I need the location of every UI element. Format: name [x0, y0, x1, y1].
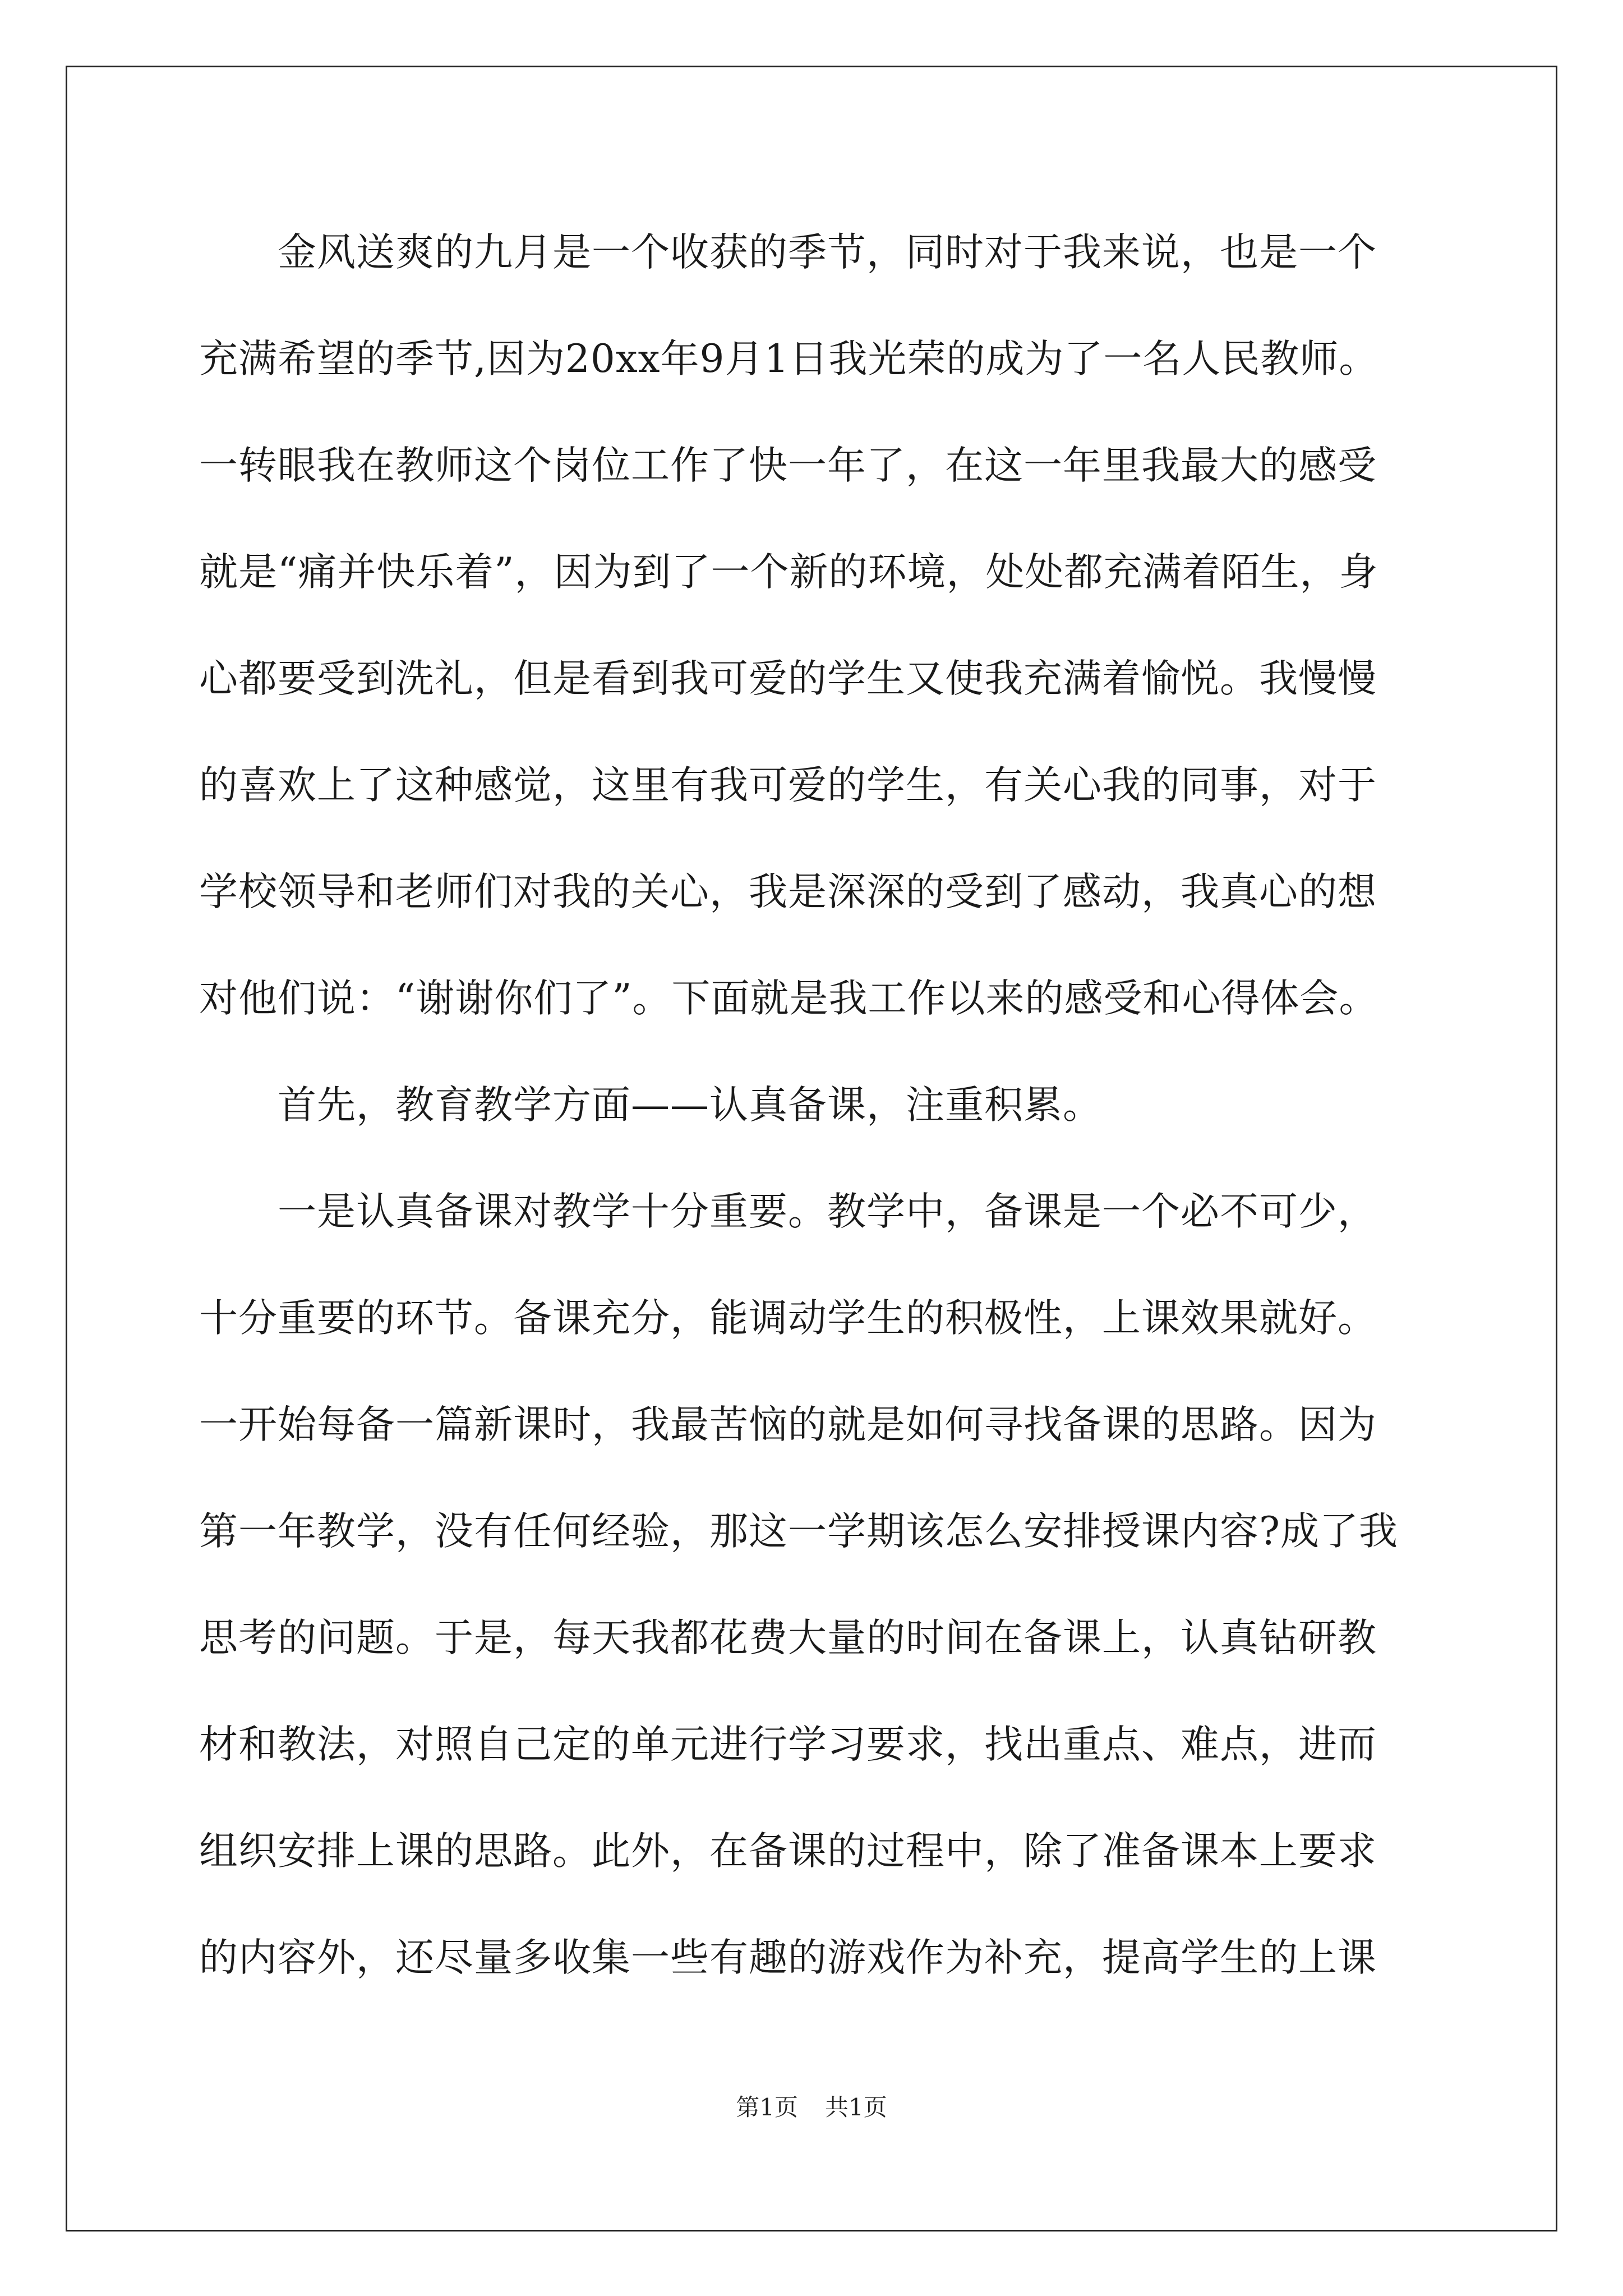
text-line: 第一年教学，没有任何经验，那这一学期该怎么安排授课内容?成了我: [199, 1509, 1398, 1554]
text-line: 一转眼我在教师这个岗位工作了快一年了，在这一年里我最大的感受: [199, 443, 1377, 488]
text-line: 思考的问题。于是，每天我都花费大量的时间在备课上，认真钻研教: [199, 1616, 1377, 1660]
text-line: 的喜欢上了这种感觉，这里有我可爱的学生，有关心我的同事，对于: [199, 763, 1377, 808]
text-line: 就是“痛并快乐着”，因为到了一个新的环境，处处都充满着陌生，身: [199, 550, 1378, 595]
page-number: 第1页: [736, 2093, 798, 2121]
text-line: 的内容外，还尽量多收集一些有趣的游戏作为补充，提高学生的上课: [199, 1935, 1377, 1980]
page-footer: [0, 2091, 1623, 2124]
text-line: 十分重要的环节。备课充分，能调动学生的积极性，上课效果就好。: [199, 1296, 1377, 1341]
text-line: 组织安排上课的思路。此外，在备课的过程中，除了准备课本上要求: [199, 1829, 1377, 1874]
page-total: 共1页: [825, 2093, 887, 2121]
text-line: 充满希望的季节,因为20xx年9月1日我光荣的成为了一名人民教师。: [199, 337, 1378, 381]
text-line: 一开始每备一篇新课时，我最苦恼的就是如何寻找备课的思路。因为: [199, 1402, 1377, 1447]
text-line: 心都要受到洗礼，但是看到我可爱的学生又使我充满着愉悦。我慢慢: [199, 656, 1377, 701]
text-line: 学校领导和老师们对我的关心，我是深深的受到了感动，我真心的想: [199, 869, 1377, 914]
text-line: 金风送爽的九月是一个收获的季节，同时对于我来说，也是一个: [199, 230, 1377, 275]
text-line: 材和教法，对照自己定的单元进行学习要求，找出重点、难点，进而: [199, 1722, 1377, 1767]
text-line: 首先，教育教学方面——认真备课，注重积累。: [199, 1083, 1102, 1128]
text-line: 一是认真备课对教学十分重要。教学中，备课是一个必不可少，: [199, 1189, 1377, 1234]
text-line: 对他们说：“谢谢你们了”。下面就是我工作以来的感受和心得体会。: [199, 976, 1378, 1021]
